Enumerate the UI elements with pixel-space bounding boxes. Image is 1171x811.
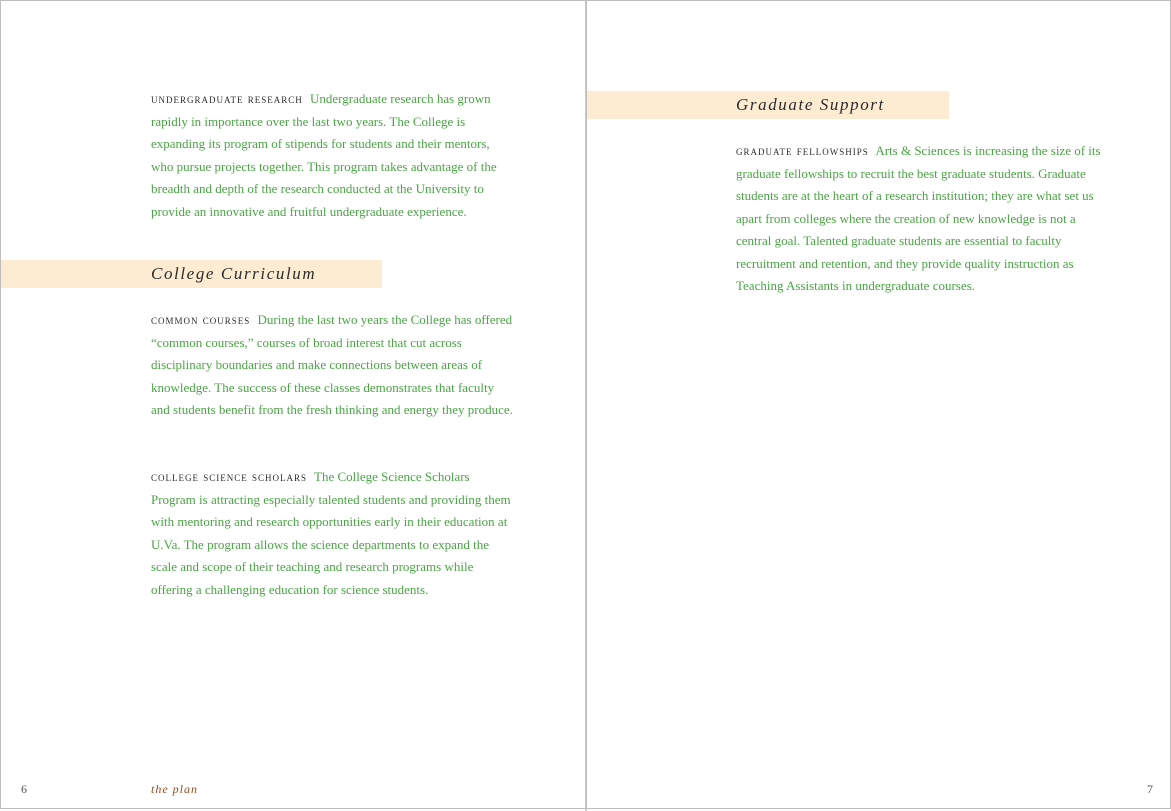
science-scholars-paragraph bbox=[151, 466, 513, 601]
graduate-fellowships-lead: graduate fellowships bbox=[736, 143, 869, 158]
running-footer: the plan bbox=[151, 782, 198, 796]
left-page bbox=[0, 0, 586, 809]
science-scholars-body: The College Science Scholars Program is attracting especially talented students and providing them with mentoring and research opportunities early in their education at U.Va. The program allows the science departments to expand the scale and scope of their teaching and research programs while offering a challenging education for science students. bbox=[151, 469, 511, 597]
common-courses-lead: common courses bbox=[151, 312, 251, 327]
right-page bbox=[586, 0, 1171, 809]
right-page-number: 7 bbox=[1147, 782, 1153, 796]
undergraduate-research-lead: undergraduate research bbox=[151, 91, 303, 106]
left-page-number: 6 bbox=[21, 782, 27, 796]
science-scholars-lead: college science scholars bbox=[151, 469, 308, 484]
undergraduate-research-body: Undergraduate research has grown rapidly in importance over the last two years. The College is expanding its program of stipends for students and their mentors, who pursue projects together. This program takes advantage of the breadth and depth of the research conducted at the University to provide an innovative and fruitful undergraduate experience. bbox=[151, 91, 497, 219]
undergraduate-research-paragraph bbox=[151, 88, 513, 223]
graduate-support-heading: Graduate Support bbox=[736, 95, 885, 114]
graduate-fellowships-paragraph bbox=[736, 140, 1101, 298]
common-courses-paragraph bbox=[151, 309, 513, 422]
college-curriculum-heading: College Curriculum bbox=[151, 264, 317, 283]
graduate-fellowships-body: Arts & Sciences is increasing the size of its graduate fellowships to recruit the best graduate students. Graduate students are at the heart of a research institution; they are what set us apart from colleges where the creation of new knowledge is not a central goal. Talented graduate students are essential to faculty recruitment and retention, and they provide quality instruction as Teaching Assistants in undergraduate courses. bbox=[736, 143, 1101, 293]
common-courses-body: During the last two years the College has offered “common courses,” courses of broad interest that cut across disciplinary boundaries and make connections between areas of knowledge. The success of these classes demonstrates that faculty and students benefit from the fresh thinking and energy they produce. bbox=[151, 312, 513, 417]
